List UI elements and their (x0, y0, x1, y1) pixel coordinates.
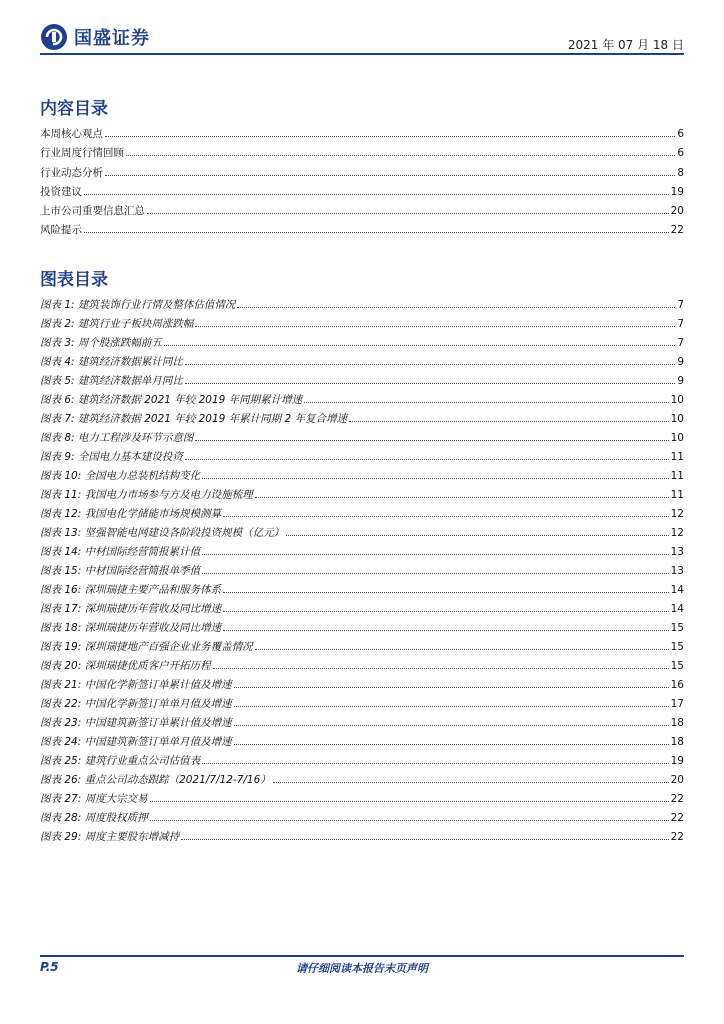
figure-entry[interactable] (40, 487, 684, 506)
page-header (0, 0, 724, 56)
toc-page-number: 6 (677, 128, 684, 140)
dot-leader (223, 630, 669, 631)
toc-page-number: 18 (670, 736, 684, 748)
toc-label: 图表 5: 建筑经济数据单月同比 (40, 375, 183, 387)
toc-page-number: 7 (677, 299, 684, 311)
toc-label: 图表 4: 建筑经济数据累计同比 (40, 356, 183, 368)
toc-page-number: 15 (670, 641, 684, 653)
page-number: P.5 (40, 960, 59, 974)
toc-page-number: 20 (670, 205, 684, 218)
toc-page-number: 10 (670, 413, 684, 425)
dot-leader (234, 706, 669, 707)
toc-label: 图表 24: 中国建筑新签订单单月值及增速 (40, 736, 232, 748)
contents-entry[interactable] (40, 126, 684, 145)
dot-leader (234, 687, 669, 688)
dot-leader (185, 459, 669, 460)
toc-label: 上市公司重要信息汇总 (40, 205, 145, 218)
toc-label: 图表 12: 我国电化学储能市场规模测算 (40, 508, 222, 520)
toc-page-number: 22 (670, 831, 684, 843)
toc-page-number: 19 (670, 755, 684, 767)
figures-title: 图表目录 (40, 270, 108, 290)
toc-page-number: 7 (677, 337, 684, 349)
figure-entry[interactable] (40, 506, 684, 525)
dot-leader (255, 497, 669, 498)
toc-label: 图表 25: 建筑行业重点公司估值表 (40, 755, 201, 767)
toc-label: 图表 1: 建筑装饰行业行情及整体估值情况 (40, 299, 236, 311)
toc-page-number: 9 (677, 356, 684, 368)
dot-leader (273, 782, 669, 783)
toc-page-number: 12 (670, 527, 684, 539)
dot-leader (195, 440, 668, 441)
toc-page-number: 11 (670, 451, 684, 463)
toc-page-number: 20 (670, 774, 684, 786)
dot-leader (150, 820, 669, 821)
toc-label: 图表 6: 建筑经济数据 2021 年较 2019 年同期累计增速 (40, 394, 303, 406)
toc-label: 行业动态分析 (40, 166, 103, 179)
figure-entry[interactable] (40, 316, 684, 335)
figure-entry[interactable] (40, 373, 684, 392)
dot-leader (223, 611, 669, 612)
dot-leader (126, 155, 675, 156)
figure-entry[interactable] (40, 430, 684, 449)
figure-entry[interactable] (40, 392, 684, 411)
toc-label: 风险提示 (40, 224, 82, 237)
toc-page-number: 10 (670, 394, 684, 406)
dot-leader (202, 763, 669, 764)
toc-page-number: 8 (677, 166, 684, 179)
figure-entry[interactable] (40, 354, 684, 373)
toc-label: 图表 23: 中国建筑新签订单累计值及增速 (40, 717, 232, 729)
figure-entry[interactable] (40, 525, 684, 544)
toc-page-number: 13 (670, 565, 684, 577)
contents-entry[interactable] (40, 222, 684, 241)
toc-label: 图表 29: 周度主要股东增减持 (40, 831, 180, 843)
toc-label: 图表 7: 建筑经济数据 2021 年较 2019 年累计同期 2 年复合增速 (40, 413, 348, 425)
toc-label: 图表 22: 中国化学新签订单单月值及增速 (40, 698, 232, 710)
toc-label: 图表 8: 电力工程涉及环节示意图 (40, 432, 194, 444)
contents-entry[interactable] (40, 184, 684, 203)
dot-leader (195, 326, 675, 327)
brand-name: 国盛证券 (74, 28, 150, 49)
figure-entry[interactable] (40, 753, 684, 772)
toc-page-number: 18 (670, 717, 684, 729)
dot-leader (234, 744, 669, 745)
toc-label: 投资建议 (40, 185, 82, 198)
dot-leader (202, 554, 669, 555)
figure-entry[interactable] (40, 696, 684, 715)
dot-leader (202, 478, 669, 479)
toc-label: 图表 11: 我国电力市场参与方及电力设施梳理 (40, 489, 253, 501)
toc-page-number: 14 (670, 603, 684, 615)
brand-logo (40, 23, 150, 51)
dot-leader (185, 364, 675, 365)
toc-page-number: 22 (670, 224, 684, 237)
figure-entry[interactable] (40, 715, 684, 734)
dot-leader (286, 535, 669, 536)
toc-page-number: 6 (677, 147, 684, 160)
toc-page-number: 10 (670, 432, 684, 444)
toc-page-number: 15 (670, 622, 684, 634)
toc-label: 图表 3: 周个股涨跌幅前五 (40, 337, 162, 349)
toc-page-number: 11 (670, 470, 684, 482)
dot-leader (150, 801, 669, 802)
toc-label: 图表 17: 深圳瑞捷历年营收及同比增速 (40, 603, 222, 615)
figure-entry[interactable] (40, 582, 684, 601)
toc-page-number: 16 (670, 679, 684, 691)
figure-entry[interactable] (40, 468, 684, 487)
figure-entry[interactable] (40, 734, 684, 753)
figure-entry[interactable] (40, 620, 684, 639)
dot-leader (304, 402, 668, 403)
header-divider (40, 53, 684, 55)
report-date: 2021 年 07 月 18 日 (567, 38, 684, 52)
toc-label: 图表 20: 深圳瑞捷优质客户开拓历程 (40, 660, 211, 672)
contents-title: 内容目录 (40, 99, 108, 119)
figure-entry[interactable] (40, 449, 684, 468)
contents-entry[interactable] (40, 145, 684, 164)
figure-entry[interactable] (40, 772, 684, 791)
toc-label: 行业周度行情回顾 (40, 147, 124, 160)
toc-label: 图表 10: 全国电力总装机结构变化 (40, 470, 201, 482)
dot-leader (223, 516, 669, 517)
dot-leader (237, 307, 675, 308)
footer-divider (40, 955, 684, 957)
figure-entry[interactable] (40, 658, 684, 677)
figure-entry[interactable] (40, 601, 684, 620)
contents-entry[interactable] (40, 165, 684, 184)
toc-page-number: 13 (670, 546, 684, 558)
dot-leader (255, 649, 669, 650)
dot-leader (234, 725, 669, 726)
toc-page-number: 12 (670, 508, 684, 520)
toc-page-number: 15 (670, 660, 684, 672)
toc-page-number: 22 (670, 793, 684, 805)
dot-leader (181, 839, 669, 840)
toc-page-number: 7 (677, 318, 684, 330)
figure-entry[interactable] (40, 677, 684, 696)
contents-list (40, 126, 684, 242)
figure-entry[interactable] (40, 297, 684, 316)
toc-page-number: 22 (670, 812, 684, 824)
dot-leader (105, 175, 675, 176)
toc-page-number: 19 (670, 185, 684, 198)
figure-entry[interactable] (40, 335, 684, 354)
toc-label: 图表 21: 中国化学新签订单累计值及增速 (40, 679, 232, 691)
contents-entry[interactable] (40, 203, 684, 222)
toc-page-number: 17 (670, 698, 684, 710)
toc-page-number: 14 (670, 584, 684, 596)
dot-leader (164, 345, 675, 346)
figure-entry[interactable] (40, 829, 684, 848)
dot-leader (185, 383, 675, 384)
toc-label: 图表 26: 重点公司动态跟踪（2021/7/12-7/16） (40, 774, 271, 786)
disclaimer-note: 请仔细阅读本报告末页声明 (296, 962, 428, 975)
toc-label: 图表 2: 建筑行业子板块周涨跌幅 (40, 318, 194, 330)
figure-entry[interactable] (40, 810, 684, 829)
figure-entry[interactable] (40, 563, 684, 582)
dot-leader (213, 668, 669, 669)
figure-entry[interactable] (40, 411, 684, 430)
toc-page-number: 11 (670, 489, 684, 501)
figures-list (40, 297, 684, 848)
toc-label: 图表 13: 坚强智能电网建设各阶段投资规模（亿元） (40, 527, 285, 539)
toc-page-number: 9 (677, 375, 684, 387)
toc-label: 图表 18: 深圳瑞捷历年营收及同比增速 (40, 622, 222, 634)
brand-logo-icon (40, 23, 68, 51)
dot-leader (349, 421, 669, 422)
dot-leader (202, 573, 669, 574)
figure-entry[interactable] (40, 791, 684, 810)
dot-leader (105, 136, 675, 137)
toc-label: 图表 28: 周度股权质押 (40, 812, 148, 824)
toc-label: 图表 19: 深圳瑞捷地产百强企业业务覆盖情况 (40, 641, 253, 653)
toc-label: 图表 27: 周度大宗交易 (40, 793, 148, 805)
toc-label: 图表 14: 中材国际经营简报累计值 (40, 546, 201, 558)
toc-label: 图表 15: 中材国际经营简报单季值 (40, 565, 201, 577)
toc-label: 图表 9: 全国电力基本建设投资 (40, 451, 183, 463)
figure-entry[interactable] (40, 544, 684, 563)
dot-leader (223, 592, 669, 593)
dot-leader (84, 232, 669, 233)
dot-leader (147, 213, 669, 214)
dot-leader (84, 194, 669, 195)
toc-label: 本周核心观点 (40, 128, 103, 140)
toc-label: 图表 16: 深圳瑞捷主要产品和服务体系 (40, 584, 222, 596)
figure-entry[interactable] (40, 639, 684, 658)
